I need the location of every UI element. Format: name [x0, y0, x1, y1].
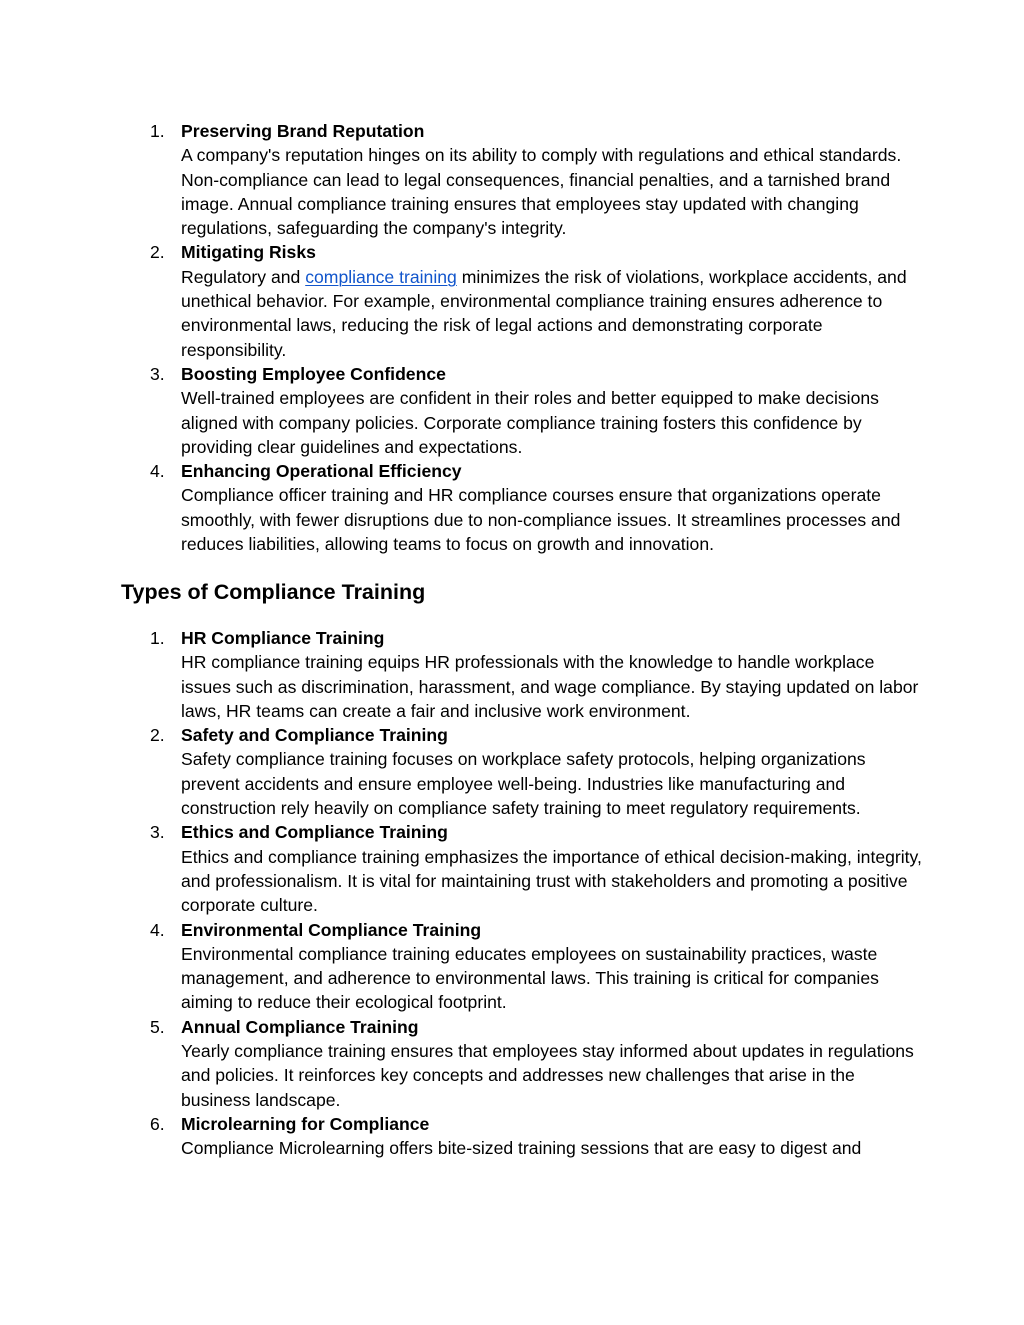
- item-body: A company's reputation hinges on its ability to comply with regulations and ethical standards. Non-compliance can lead to legal consequences, financial penalties, and a tarnished brand image. Annual compliance training ensures that employees stay updated with changing regulations, safeguarding the company's integrity.: [181, 145, 902, 239]
- list-number: 4.: [150, 919, 165, 940]
- list-item: [0, 1015, 1024, 1112]
- list-number: 6.: [150, 1113, 165, 1134]
- types-list: [0, 626, 1024, 1161]
- item-title: Ethics and Compliance Training: [181, 822, 448, 843]
- item-body: Safety compliance training focuses on workplace safety protocols, helping organizations prevent accidents and ensure employee well-being. Industries like manufacturing and construction rely heavily on compliance safety training to meet regulatory requirements.: [181, 749, 866, 819]
- item-title: Preserving Brand Reputation: [181, 121, 425, 141]
- list-item: [0, 119, 1024, 240]
- list-item: [0, 918, 1024, 1015]
- list-item: [0, 459, 1024, 556]
- item-body: Yearly compliance training ensures that employees stay informed about updates in regulations and policies. It reinforces key concepts and addresses new challenges that arise in the business landscape.: [181, 1041, 914, 1110]
- list-number: 3.: [150, 363, 165, 384]
- list-number: 4.: [150, 461, 165, 482]
- item-body: Ethics and compliance training emphasizes the importance of ethical decision-making, integrity, and professionalism. It is vital for maintaining trust with stakeholders and promoting a positive corporate culture.: [181, 846, 922, 916]
- list-item: [0, 820, 1024, 917]
- section-heading: Types of Compliance Training: [121, 580, 426, 604]
- item-title: HR Compliance Training: [181, 628, 385, 648]
- item-body: Compliance Microlearning offers bite-sized training sessions that are easy to digest and: [181, 1138, 862, 1159]
- list-item: [0, 240, 1024, 361]
- item-title: Annual Compliance Training: [181, 1016, 419, 1037]
- item-title: Microlearning for Compliance: [181, 1113, 430, 1134]
- item-body: HR compliance training equips HR professionals with the knowledge to handle workplace issues such as discrimination, harassment, and wage compliance. By staying updated on labor laws, HR teams can create a fair and inclusive work environment.: [181, 652, 919, 721]
- body-text-before-link: Regulatory and: [181, 266, 306, 287]
- benefits-list: [0, 119, 1024, 556]
- item-body: [181, 265, 924, 362]
- list-item: [0, 362, 1024, 459]
- item-body: Well-trained employees are confident in their roles and better equipped to make decisions aligned with company policies. Corporate compliance training fosters this confidence by providing clear guidelines and expectations.: [181, 388, 879, 457]
- list-number: 1.: [150, 121, 165, 141]
- list-number: 2.: [150, 242, 165, 263]
- body-text-after-link: minimizes the risk of violations, workplace accidents, and unethical behavior. For example, environmental compliance training ensures adherence to environmental laws, reducing the risk of legal actions and demonstrating corporate responsibility.: [181, 266, 907, 360]
- list-item: [0, 626, 1024, 723]
- item-title: Safety and Compliance Training: [181, 725, 448, 746]
- compliance-training-link[interactable]: compliance training: [305, 266, 457, 287]
- item-title: Environmental Compliance Training: [181, 919, 482, 940]
- item-title: Enhancing Operational Efficiency: [181, 461, 462, 482]
- item-title: Mitigating Risks: [181, 242, 316, 263]
- list-number: 3.: [150, 822, 165, 843]
- list-number: 2.: [150, 725, 165, 746]
- item-body: Environmental compliance training educates employees on sustainability practices, waste management, and adherence to environmental laws. This training is critical for companies aiming to reduce their ecological footprint.: [181, 943, 879, 1013]
- item-title: Boosting Employee Confidence: [181, 363, 446, 384]
- list-item: [0, 723, 1024, 820]
- list-item: [0, 1112, 1024, 1161]
- item-body: Compliance officer training and HR compliance courses ensure that organizations operate smoothly, with fewer disruptions due to non-compliance issues. It streamlines processes and reduces liabilities, allowing teams to focus on growth and innovation.: [181, 485, 901, 555]
- list-number: 5.: [150, 1016, 165, 1037]
- list-number: 1.: [150, 628, 165, 648]
